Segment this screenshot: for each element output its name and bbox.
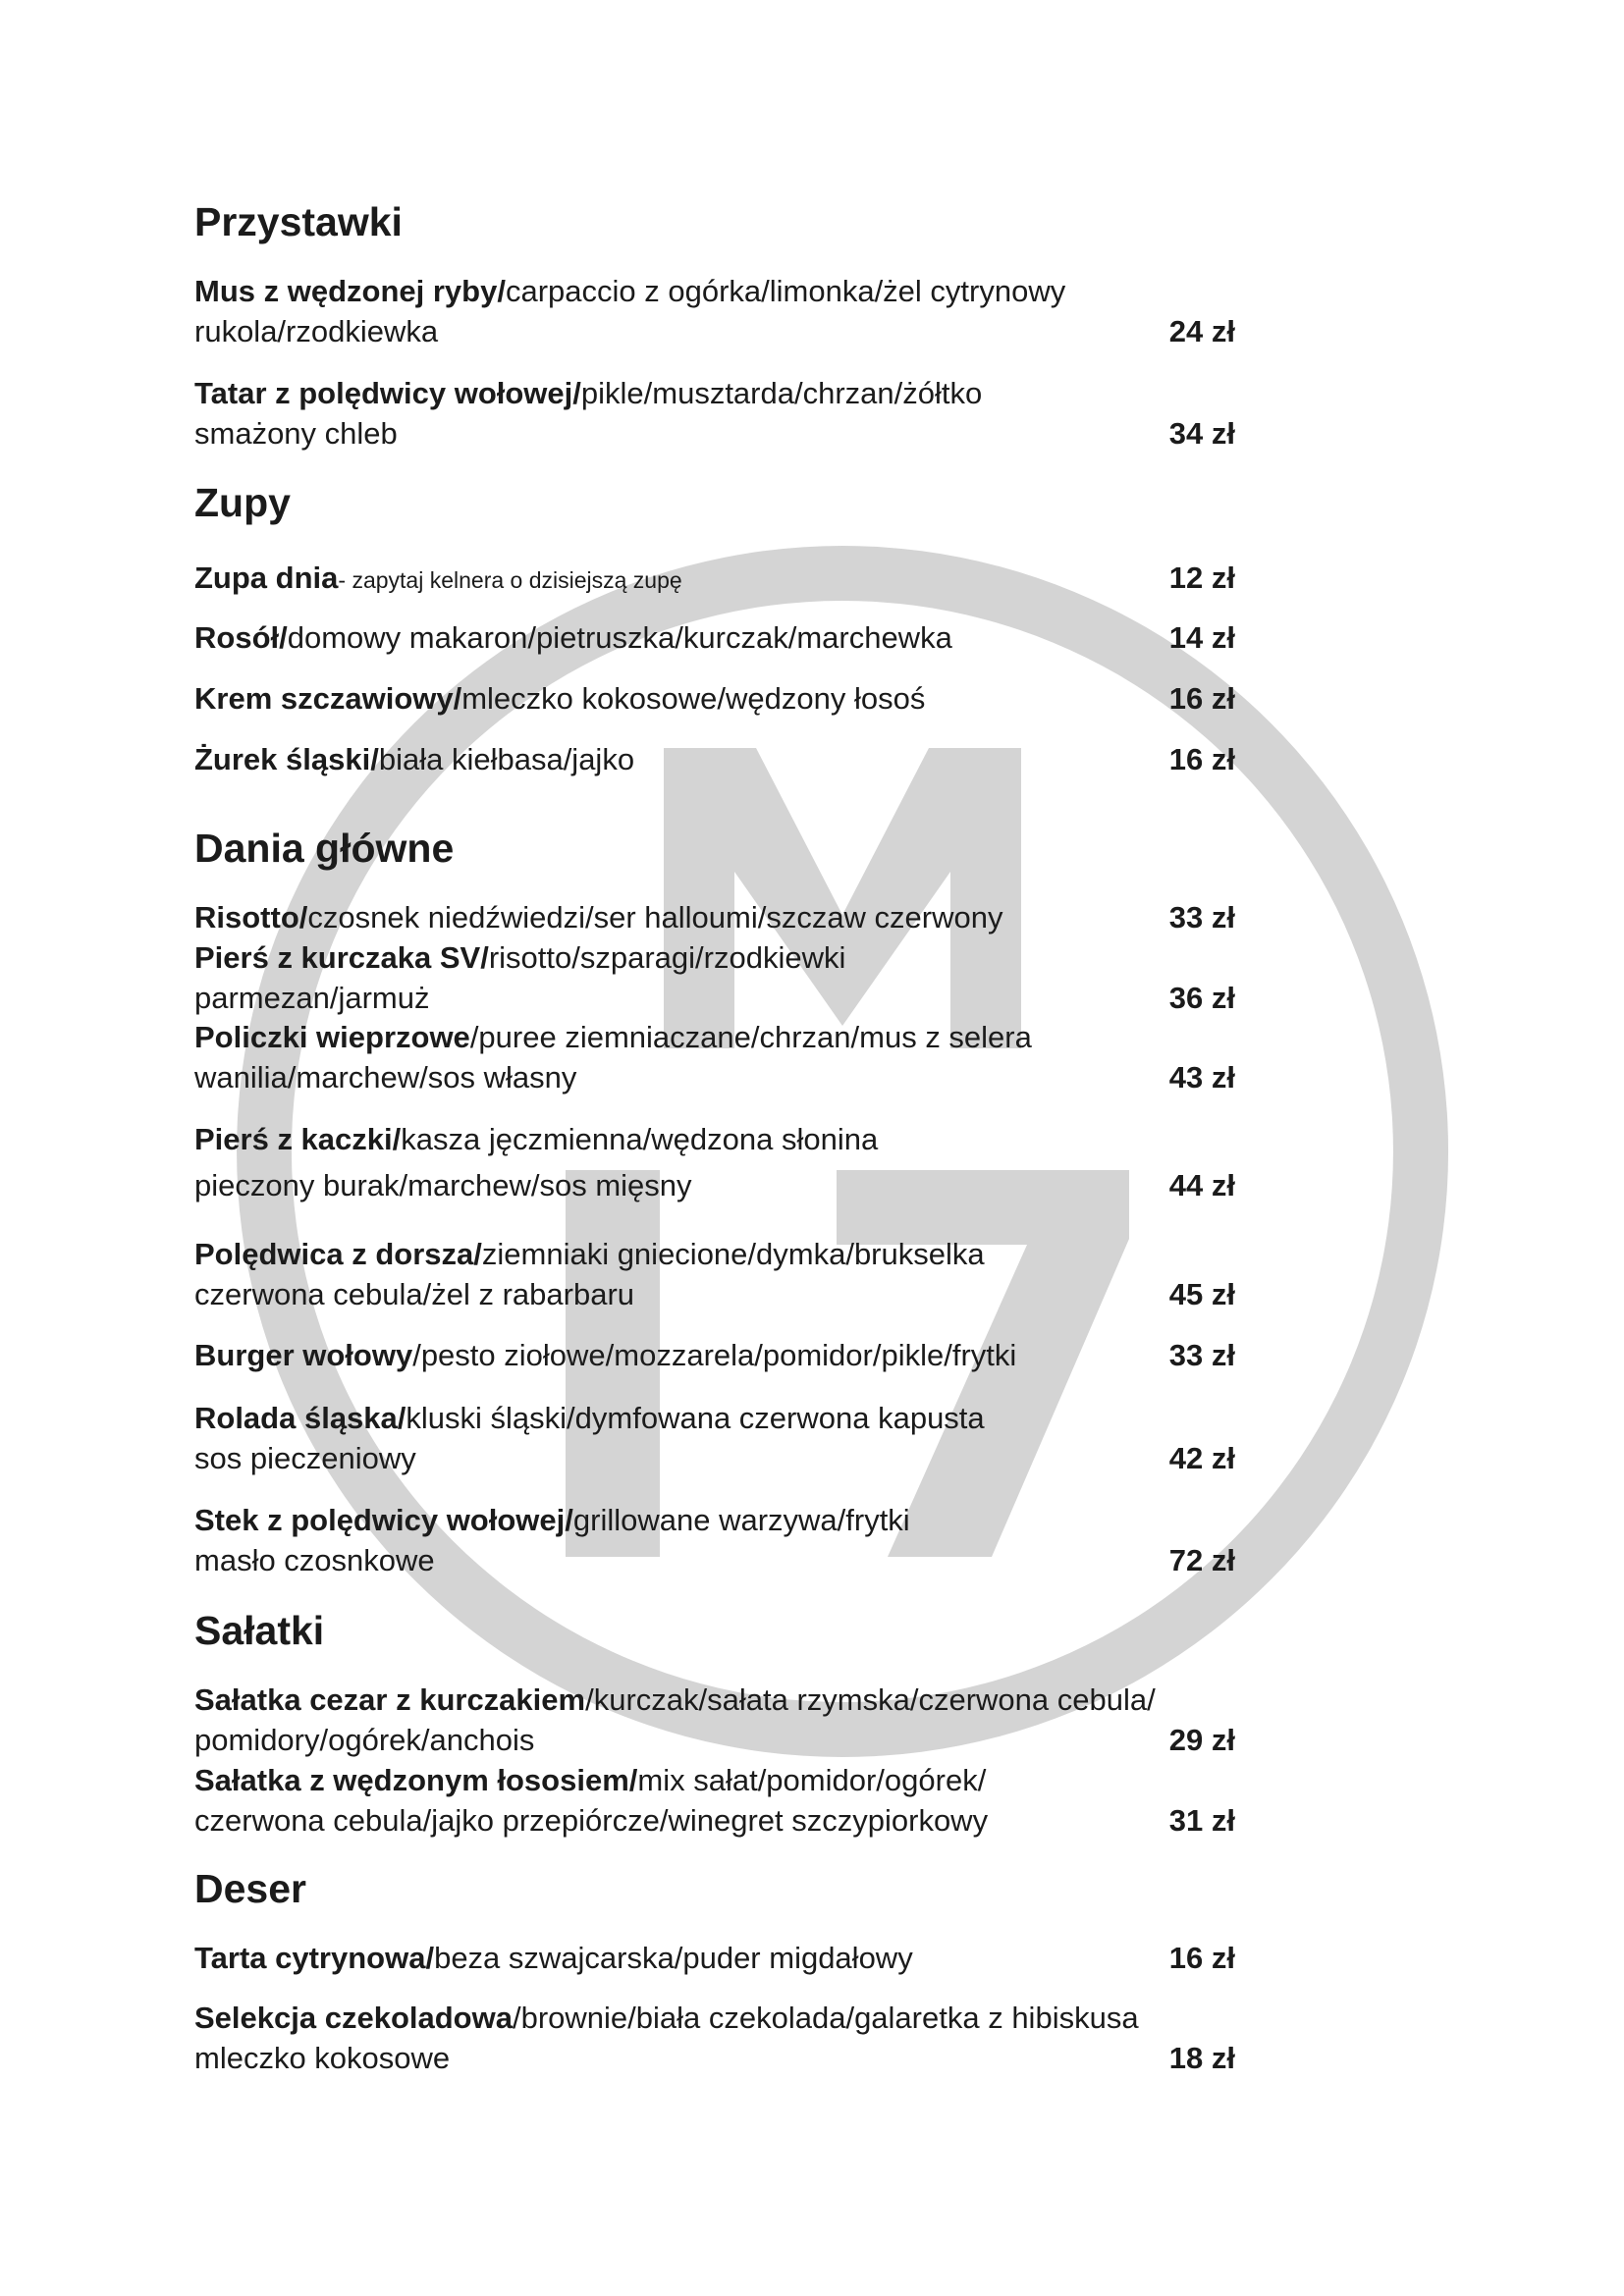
item-name: Tarta cytrynowa/ [194, 1941, 435, 1975]
menu-item [194, 271, 1235, 351]
item-description: biała kiełbasa/jajko [378, 742, 635, 776]
item-description: czosnek niedźwiedzi/ser halloumi/szczaw czerwony [307, 900, 1003, 934]
item-price: 34 zł [1168, 416, 1235, 451]
item-price: 24 zł [1168, 314, 1235, 348]
item-description: - zapytaj kelnera o dzisiejszą zupę [338, 567, 682, 593]
item-description: kluski śląski/dymfowana czerwona kapusta [406, 1401, 985, 1435]
item-description: /brownie/biała czekolada/galaretka z hibiskusa [512, 2001, 1139, 2035]
item-description-cont: czerwona cebula/jajko przepiórcze/winegret szczypiorkowy [194, 1803, 989, 1838]
item-name: Rolada śląska/ [194, 1401, 406, 1435]
item-description: mix sałat/pomidor/ogórek/ [637, 1763, 987, 1797]
section-title-zupy: Zupy [194, 480, 291, 525]
item-price: 43 zł [1168, 1060, 1235, 1095]
section-title-deser: Deser [194, 1866, 306, 1911]
item-description: domowy makaron/pietruszka/kurczak/marchewka [287, 620, 952, 655]
menu-item [194, 897, 1235, 937]
item-description: risotto/szparagi/rzodkiewki [488, 940, 846, 975]
item-price: 16 zł [1168, 1941, 1235, 1975]
item-name: Selekcja czekoladowa [194, 2001, 513, 2035]
item-description: kasza jęczmienna/wędzona słonina [401, 1122, 879, 1156]
item-price: 18 zł [1168, 2041, 1235, 2075]
item-price: 29 zł [1168, 1723, 1235, 1757]
menu-item [194, 1234, 1235, 1314]
item-description: carpaccio z ogórka/limonka/żel cytrynowy [505, 274, 1066, 308]
item-price: 72 zł [1168, 1543, 1235, 1577]
item-description-cont: rukola/rzodkiewka [194, 314, 439, 348]
menu-item [194, 1017, 1235, 1097]
item-name: Zupa dnia [194, 561, 339, 595]
item-name: Risotto/ [194, 900, 308, 934]
item-name: Tatar z polędwicy wołowej/ [194, 376, 581, 410]
menu-item [194, 937, 1235, 1018]
item-name: Sałatka z wędzonym łososiem/ [194, 1763, 638, 1797]
item-name: Burger wołowy [194, 1338, 413, 1372]
menu-item [194, 1680, 1235, 1760]
item-description: /pesto ziołowe/mozzarela/pomidor/pikle/frytki [412, 1338, 1017, 1372]
item-price: 33 zł [1168, 1338, 1235, 1372]
item-description: ziemniaki gniecione/dymka/brukselka [481, 1237, 985, 1271]
item-description-cont: sos pieczeniowy [194, 1441, 416, 1475]
menu-item [194, 617, 1235, 658]
item-name: Polędwica z dorsza/ [194, 1237, 482, 1271]
item-description-cont: pieczony burak/marchew/sos mięsny [194, 1168, 692, 1202]
item-name: Rosół/ [194, 620, 288, 655]
item-description-cont: mleczko kokosowe [194, 2041, 451, 2075]
menu-item [194, 1500, 1235, 1580]
item-name: Policzki wieprzowe [194, 1020, 470, 1054]
item-price: 14 zł [1168, 620, 1235, 655]
item-description: beza szwajcarska/puder migdałowy [434, 1941, 913, 1975]
item-description: pikle/musztarda/chrzan/żółtko [580, 376, 983, 410]
item-description-cont: wanilia/marchew/sos własny [194, 1060, 577, 1095]
item-description-cont: masło czosnkowe [194, 1543, 435, 1577]
menu-item [194, 1119, 1235, 1205]
item-price: 12 zł [1168, 561, 1235, 595]
item-description: /puree ziemniaczane/chrzan/mus z selera [469, 1020, 1032, 1054]
item-description: mleczko kokosowe/wędzony łosoś [461, 681, 926, 716]
section-title-salatki: Sałatki [194, 1608, 325, 1653]
menu-item [194, 678, 1235, 719]
menu-item [194, 1398, 1235, 1478]
menu-item [194, 558, 1235, 598]
menu-item [194, 739, 1235, 779]
section-title-dania-glowne: Dania główne [194, 826, 455, 871]
menu-item [194, 373, 1235, 454]
item-name: Krem szczawiowy/ [194, 681, 462, 716]
item-name: Pierś z kurczaka SV/ [194, 940, 489, 975]
item-description: /kurczak/sałata rzymska/czerwona cebula/ [585, 1682, 1156, 1717]
menu-item [194, 1335, 1235, 1375]
item-price: 44 zł [1168, 1168, 1235, 1202]
item-name: Stek z polędwicy wołowej/ [194, 1503, 573, 1537]
item-name: Pierś z kaczki/ [194, 1122, 402, 1156]
item-description: grillowane warzywa/frytki [572, 1503, 910, 1537]
item-price: 42 zł [1168, 1441, 1235, 1475]
item-description-cont: smażony chleb [194, 416, 398, 451]
item-description-cont: czerwona cebula/żel z rabarbaru [194, 1277, 635, 1311]
item-price: 16 zł [1168, 681, 1235, 716]
menu-item [194, 1998, 1235, 2078]
menu-item [194, 1938, 1235, 1978]
item-price: 36 zł [1168, 981, 1235, 1015]
item-name: Sałatka cezar z kurczakiem [194, 1682, 586, 1717]
item-name: Żurek śląski/ [194, 742, 379, 776]
item-description-cont: pomidory/ogórek/anchois [194, 1723, 535, 1757]
item-price: 45 zł [1168, 1277, 1235, 1311]
section-title-przystawki: Przystawki [194, 199, 403, 244]
item-price: 33 zł [1168, 900, 1235, 934]
item-description-cont: parmezan/jarmuż [194, 981, 430, 1015]
item-name: Mus z wędzonej ryby/ [194, 274, 506, 308]
item-price: 16 zł [1168, 742, 1235, 776]
item-price: 31 zł [1168, 1803, 1235, 1838]
menu-item [194, 1760, 1235, 1841]
